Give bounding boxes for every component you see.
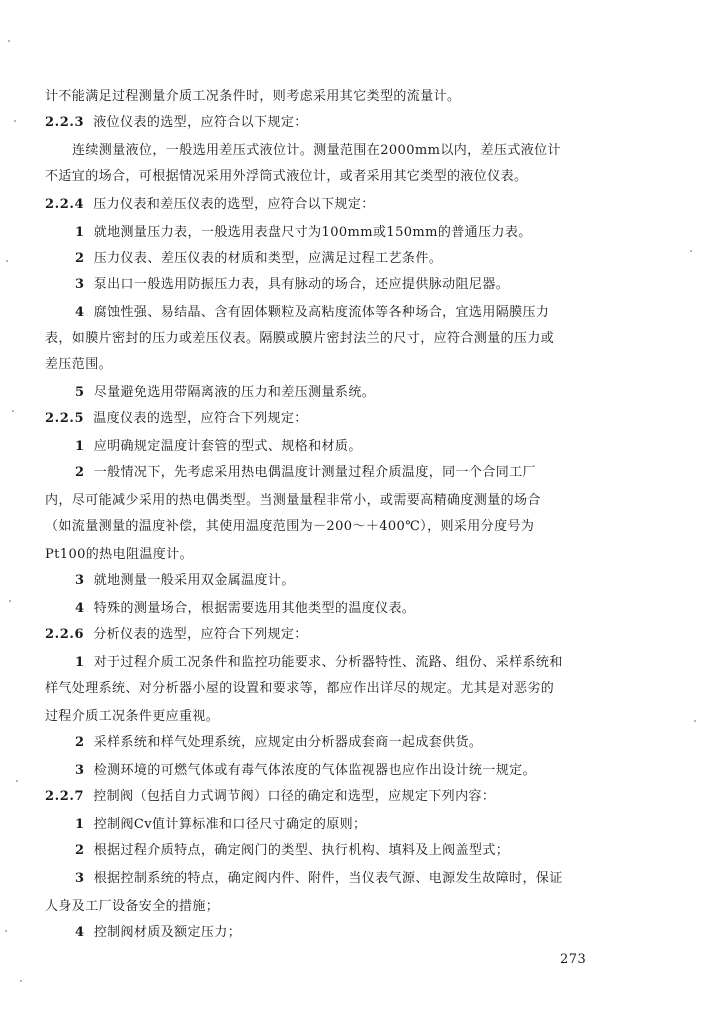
- text-content: 不适宜的场合，可根据情况采用外浮筒式液位计，或者采用其它类型的液位仪表。: [45, 169, 528, 184]
- list-item: [75, 924, 241, 942]
- list-item: [75, 654, 563, 672]
- scan-speck: [9, 600, 11, 602]
- item-number: 1: [75, 655, 85, 670]
- scan-speck: [694, 720, 696, 722]
- text-line: [72, 142, 561, 160]
- text-line: [45, 518, 534, 536]
- section-number: 2.2.7: [45, 789, 85, 804]
- list-item: [75, 250, 442, 268]
- scan-speck: [6, 260, 8, 262]
- text-content: 过程介质工况条件更应重视。: [45, 709, 220, 724]
- item-number: 2: [75, 843, 85, 858]
- list-item: [75, 762, 536, 780]
- list-item: [75, 384, 375, 402]
- text-content: 根据过程介质特点，确定阀门的类型、执行机构、填料及上阀盖型式；: [93, 843, 510, 858]
- text-content: 腐蚀性强、易结晶、含有固体颗粒及高粘度流体等各种场合，宜选用隔膜压力: [93, 305, 550, 320]
- list-item: [75, 816, 366, 834]
- text-content: 尽量避免选用带隔离液的压力和差压测量系统。: [93, 385, 376, 400]
- list-item: [75, 842, 509, 860]
- item-number: 2: [75, 735, 85, 750]
- item-number: 2: [75, 465, 85, 480]
- list-item: [75, 276, 509, 294]
- item-number: 3: [75, 277, 85, 292]
- scan-speck: [12, 410, 14, 412]
- section-heading: [45, 114, 308, 132]
- scan-speck: [14, 120, 16, 122]
- text-content: 压力仪表、差压仪表的材质和类型，应满足过程工艺条件。: [93, 251, 443, 266]
- text-content: Pt100的热电阻温度计。: [45, 547, 193, 562]
- item-number: 5: [75, 385, 85, 400]
- text-content: 温度仪表的选型，应符合下列规定：: [93, 411, 308, 426]
- text-line: [45, 88, 460, 106]
- list-item: [75, 438, 362, 456]
- item-number: 3: [75, 573, 85, 588]
- item-number: 3: [75, 871, 85, 886]
- text-content: 泵出口一般选用防振压力表，具有脉动的场合，还应提供脉动阻尼器。: [93, 277, 510, 292]
- scan-speck: [690, 250, 692, 252]
- item-number: 2: [75, 251, 85, 266]
- section-number: 2.2.5: [45, 411, 85, 426]
- text-content: 连续测量液位，一般选用差压式液位计。测量范围在2000mm以内，差压式液位计: [72, 143, 561, 158]
- section-heading: [45, 196, 375, 214]
- text-content: 根据控制系统的特点，确定阀内件、附件，当仪表气源、电源发生故障时，保证: [93, 871, 563, 886]
- section-number: 2.2.6: [45, 627, 85, 642]
- item-number: 3: [75, 763, 85, 778]
- list-item: [75, 600, 415, 618]
- section-number: 2.2.3: [45, 115, 85, 130]
- text-content: 检测环境的可燃气体或有毒气体浓度的气体监视器也应作出设计统一规定。: [93, 763, 536, 778]
- item-number: 1: [75, 439, 85, 454]
- list-item: [75, 224, 532, 242]
- item-number: 1: [75, 817, 85, 832]
- text-content: 控制阀Cv值计算标准和口径尺寸确定的原则；: [93, 817, 367, 832]
- list-item: [75, 734, 482, 752]
- text-content: 控制阀材质及额定压力；: [93, 925, 242, 940]
- text-content: 就地测量一般采用双金属温度计。: [93, 573, 295, 588]
- text-content: 压力仪表和差压仪表的选型，应符合以下规定：: [93, 197, 375, 212]
- page-number: 273: [560, 952, 587, 967]
- text-line: [45, 330, 554, 348]
- list-item: [75, 870, 563, 888]
- section-heading: [45, 410, 308, 428]
- text-content: 对于过程介质工况条件和监控功能要求、分析器特性、流路、组份、采样系统和: [93, 655, 563, 670]
- text-content: 差压范围。: [45, 357, 113, 372]
- text-content: 就地测量压力表，一般选用表盘尺寸为100mm或150mm的普通压力表。: [93, 225, 532, 240]
- item-number: 4: [75, 925, 85, 940]
- text-content: 样气处理系统、对分析器小屋的设置和要求等，都应作出详尽的规定。尤其是对恶劣的: [45, 681, 555, 696]
- text-content: 控制阀（包括自力式调节阀）口径的确定和选型，应规定下列内容：: [93, 789, 496, 804]
- text-content: 内，尽可能减少采用的热电偶类型。当测量量程非常小，或需要高精确度测量的场合: [45, 493, 541, 508]
- scan-speck: [20, 980, 22, 982]
- section-heading: [45, 788, 495, 806]
- text-line: [45, 680, 554, 698]
- text-content: 特殊的测量场合，根据需要选用其他类型的温度仪表。: [93, 601, 416, 616]
- text-content: 分析仪表的选型，应符合下列规定：: [93, 627, 308, 642]
- item-number: 4: [75, 601, 85, 616]
- scan-speck: [8, 40, 10, 42]
- section-number: 2.2.4: [45, 197, 85, 212]
- item-number: 1: [75, 225, 85, 240]
- list-item: [75, 464, 536, 482]
- item-number: 4: [75, 305, 85, 320]
- text-content: （如流量测量的温度补偿，其使用温度范围为－200～＋400℃），则采用分度号为: [45, 519, 535, 534]
- text-content: 应明确规定温度计套管的型式、规格和材质。: [93, 439, 362, 454]
- text-content: 计不能满足过程测量介质工况条件时，则考虑采用其它类型的流量计。: [45, 89, 461, 104]
- text-line: [45, 168, 527, 186]
- scan-speck: [5, 930, 7, 932]
- list-item: [75, 572, 295, 590]
- list-item: [75, 304, 549, 322]
- text-line: [45, 492, 541, 510]
- text-content: 人身及工厂设备安全的措施；: [45, 899, 220, 914]
- section-heading: [45, 626, 308, 644]
- text-line: [45, 546, 193, 564]
- text-line: [45, 898, 219, 916]
- text-content: 表，如膜片密封的压力或差压仪表。隔膜或膜片密封法兰的尺寸，应符合测量的压力或: [45, 331, 555, 346]
- text-line: [45, 356, 112, 374]
- text-content: 一般情况下，先考虑采用热电偶温度计测量过程介质温度，同一个合同工厂: [93, 465, 536, 480]
- text-content: 采样系统和样气处理系统，应规定由分析器成套商一起成套供货。: [93, 735, 483, 750]
- text-content: 液位仪表的选型，应符合以下规定：: [93, 115, 308, 130]
- scan-speck: [16, 780, 18, 782]
- text-line: [45, 708, 219, 726]
